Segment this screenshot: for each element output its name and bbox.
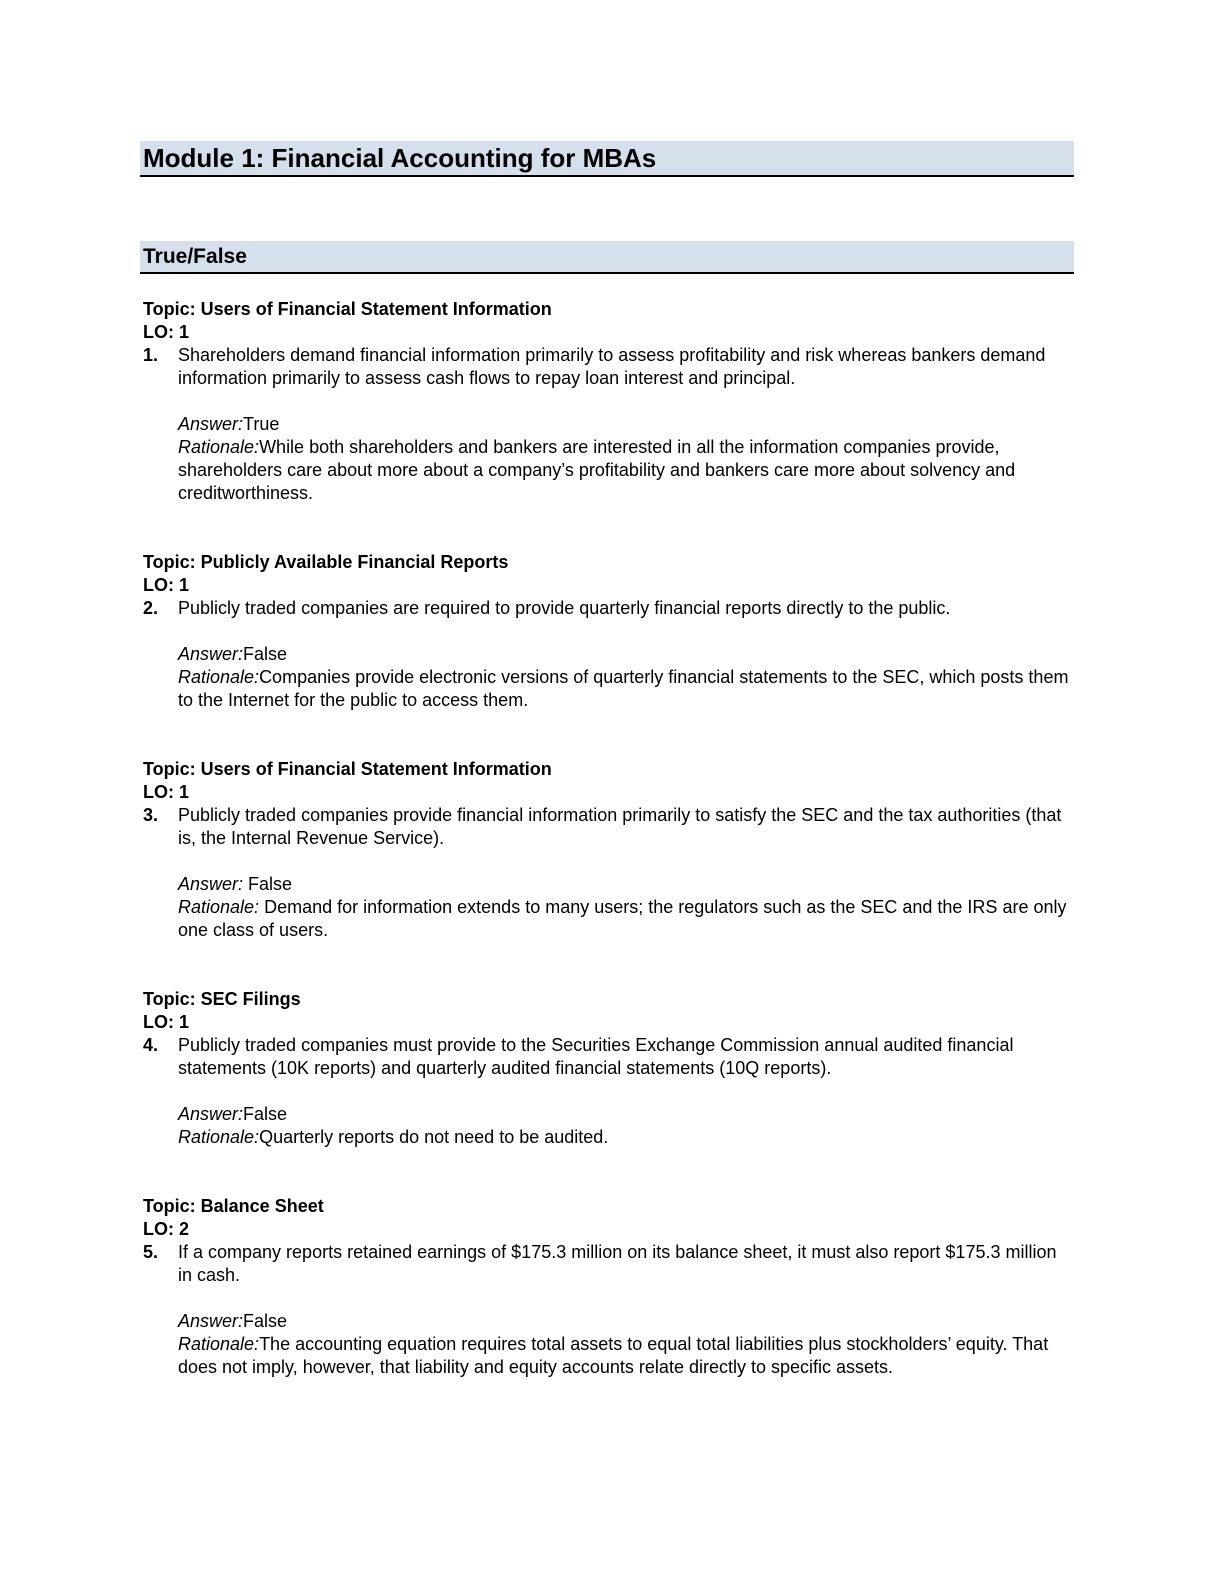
answer-label: Answer:: [178, 644, 244, 664]
question-topic: Topic: SEC Filings: [143, 989, 301, 1009]
rationale-text: Demand for information extends to many users; the regulators such as the SEC and the IRS are only one class of users.: [178, 897, 1067, 940]
question-topic: Topic: Users of Financial Statement Information: [143, 299, 552, 319]
question-number: 1.: [143, 345, 159, 365]
question-line: [140, 1241, 1074, 1287]
answer-line: [178, 413, 1074, 436]
question-text: Publicly traded companies must provide to the Securities Exchange Commission annual audited financial statements (10K reports) and quarterly audited financial statements (10Q reports).: [178, 1035, 1014, 1078]
answer-label: Answer:: [178, 414, 244, 434]
question-item: [140, 551, 1074, 712]
rationale-label: Rationale:: [178, 1334, 260, 1354]
question-number: 4.: [143, 1035, 159, 1055]
answer-line: [178, 1103, 1074, 1126]
answer-block: [140, 873, 1074, 942]
question-item: [140, 988, 1074, 1149]
question-lo: LO: 1: [143, 782, 190, 802]
question-item: [140, 298, 1074, 505]
answer-line: [178, 1310, 1074, 1333]
answer-value: False: [243, 1104, 288, 1124]
answer-value: True: [243, 414, 280, 434]
answer-value: False: [243, 1311, 288, 1331]
rationale-label: Rationale:: [178, 667, 260, 687]
document-page: [140, 141, 1074, 1425]
question-number: 3.: [143, 805, 159, 825]
question-lo: LO: 2: [143, 1219, 190, 1239]
question-line: [140, 804, 1074, 850]
question-lo: LO: 1: [143, 322, 190, 342]
section-title: True/False: [140, 241, 1074, 274]
answer-label: Answer:: [178, 1311, 244, 1331]
rationale-text: While both shareholders and bankers are interested in all the information companies provide, shareholders care about more about a company’s profitability and bankers care more about solvency and creditworthiness.: [178, 437, 1016, 503]
question-topic: Topic: Balance Sheet: [143, 1196, 324, 1216]
rationale-text: The accounting equation requires total assets to equal total liabilities plus stockholders’ equity. That does not imply, however, that liability and equity accounts relate directly to specific assets.: [178, 1334, 1049, 1377]
question-topic: Topic: Publicly Available Financial Reports: [143, 552, 509, 572]
question-text: If a company reports retained earnings of $175.3 million on its balance sheet, it must also report $175.3 million in cash.: [178, 1242, 1057, 1285]
question-number: 2.: [143, 598, 159, 618]
rationale-line: [178, 436, 1074, 505]
rationale-text: Quarterly reports do not need to be audited.: [259, 1127, 609, 1147]
answer-value: False: [243, 644, 288, 664]
question-text: Shareholders demand financial information primarily to assess profitability and risk whereas bankers demand information primarily to assess cash flows to repay loan interest and principal.: [178, 345, 1046, 388]
answer-block: [140, 413, 1074, 505]
rationale-label: Rationale:: [178, 437, 260, 457]
answer-value: False: [243, 874, 293, 894]
question-lo: LO: 1: [143, 1012, 190, 1032]
question-line: [140, 1034, 1074, 1080]
question-topic: Topic: Users of Financial Statement Information: [143, 759, 552, 779]
question-item: [140, 758, 1074, 942]
answer-line: [178, 643, 1074, 666]
question-list: [140, 298, 1074, 1379]
rationale-line: [178, 666, 1074, 712]
question-line: [140, 597, 1074, 620]
answer-block: [140, 1310, 1074, 1379]
question-number: 5.: [143, 1242, 159, 1262]
rationale-line: [178, 1333, 1074, 1379]
question-lo: LO: 1: [143, 575, 190, 595]
module-title: Module 1: Financial Accounting for MBAs: [140, 141, 1074, 177]
answer-label: Answer:: [178, 874, 244, 894]
question-text: Publicly traded companies are required to provide quarterly financial reports directly to the public.: [178, 598, 951, 618]
question-item: [140, 1195, 1074, 1379]
question-line: [140, 344, 1074, 390]
rationale-line: [178, 896, 1074, 942]
question-text: Publicly traded companies provide financial information primarily to satisfy the SEC and the tax authorities (that is, the Internal Revenue Service).: [178, 805, 1062, 848]
answer-label: Answer:: [178, 1104, 244, 1124]
rationale-text: Companies provide electronic versions of quarterly financial statements to the SEC, which posts them to the Internet for the public to access them.: [178, 667, 1069, 710]
rationale-label: Rationale:: [178, 1127, 260, 1147]
answer-block: [140, 1103, 1074, 1149]
rationale-label: Rationale:: [178, 897, 260, 917]
answer-line: [178, 873, 1074, 896]
rationale-line: [178, 1126, 1074, 1149]
answer-block: [140, 643, 1074, 712]
